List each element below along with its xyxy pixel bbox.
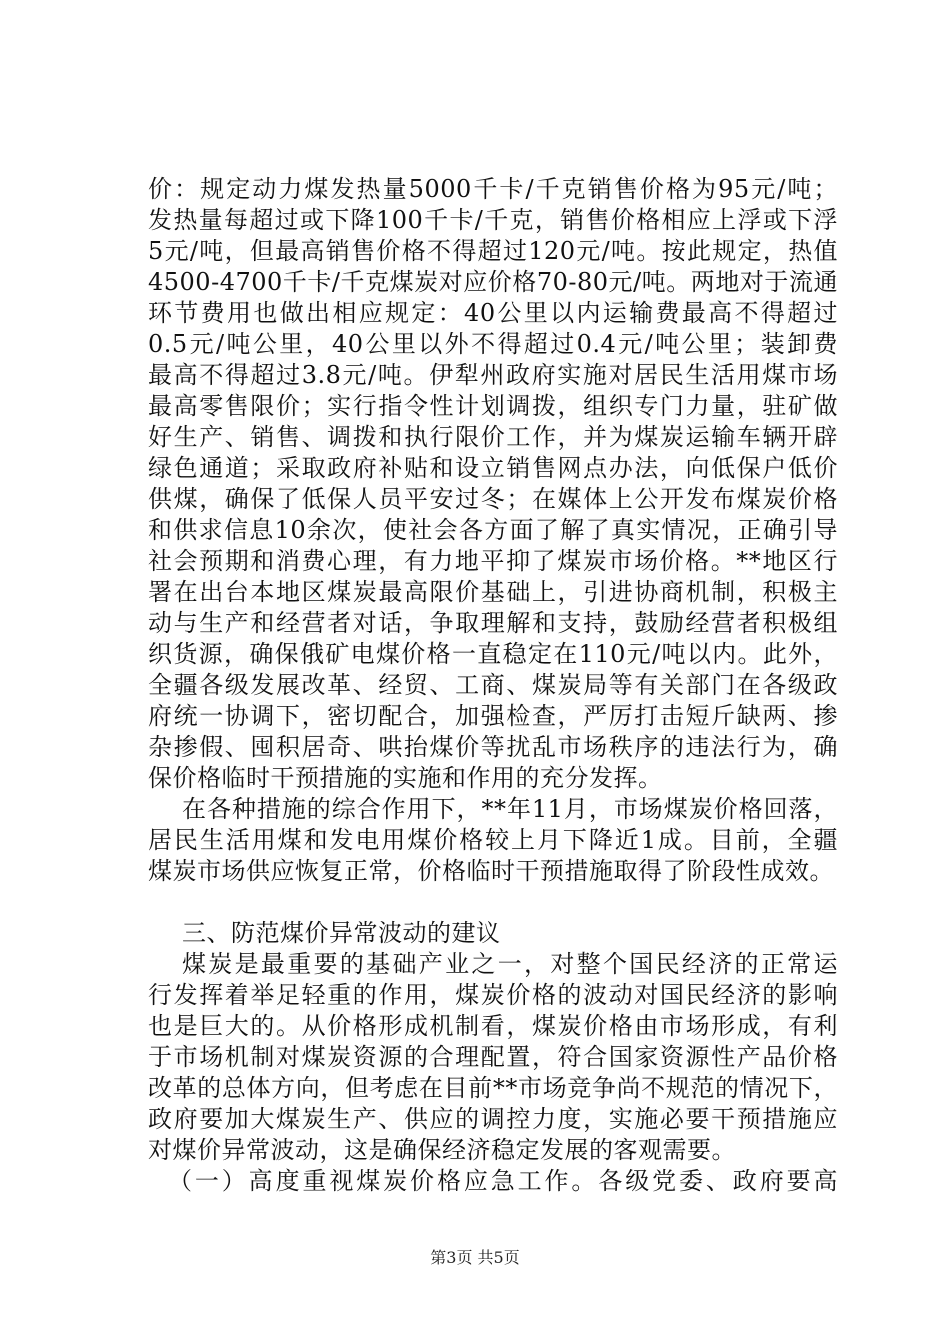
text-line: 环节费用也做出相应规定：40公里以内运输费最高不得超过: [148, 299, 838, 327]
text-line: 杂掺假、囤积居奇、哄抬煤价等扰乱市场秩序的违法行为，确: [148, 733, 838, 761]
text-line: 在各种措施的综合作用下，**年11月，市场煤炭价格回落，: [182, 795, 838, 823]
text-line: 最高零售限价；实行指令性计划调拨，组织专门力量，驻矿做: [148, 392, 838, 420]
text-line: 改革的总体方向，但考虑在目前**市场竞争尚不规范的情况下，: [148, 1074, 838, 1102]
text-line: 最高不得超过3.8元/吨。伊犁州政府实施对居民生活用煤市场: [148, 361, 838, 389]
text-line: 和供求信息10余次，使社会各方面了解了真实情况，正确引导: [148, 516, 838, 544]
text-line: 好生产、销售、调拨和执行限价工作，并为煤炭运输车辆开辟: [148, 423, 838, 451]
text-line: 煤炭市场供应恢复正常，价格临时干预措施取得了阶段性成效。: [148, 857, 834, 885]
text-line: 署在出台本地区煤炭最高限价基础上，引进协商机制，积极主: [148, 578, 838, 606]
paragraph-coal-price-measures: [148, 174, 838, 794]
text-line: 对煤价异常波动，这是确保经济稳定发展的客观需要。: [148, 1136, 736, 1164]
paragraph-suggestion-one: [148, 1166, 838, 1197]
text-line: 5元/吨，但最高销售价格不得超过120元/吨。按此规定，热值: [148, 237, 838, 265]
paragraph-suggestions-intro: [148, 949, 838, 1166]
text-line: 供煤，确保了低保人员平安过冬；在媒体上公开发布煤炭价格: [148, 485, 838, 513]
text-line: 发热量每超过或下降100千卡/千克，销售价格相应上浮或下浮: [148, 206, 838, 234]
text-line: 全疆各级发展改革、经贸、工商、煤炭局等有关部门在各级政: [148, 671, 838, 699]
text-line: 绿色通道；采取政府补贴和设立销售网点办法，向低保户低价: [148, 454, 838, 482]
page-number-footer: 第3页 共5页: [430, 1248, 520, 1267]
document-body: [148, 174, 838, 1197]
text-line: 政府要加大煤炭生产、供应的调控力度，实施必要干预措施应: [148, 1105, 838, 1133]
text-line: （一）高度重视煤炭价格应急工作。各级党委、政府要高: [168, 1167, 838, 1195]
text-line: 价：规定动力煤发热量5000千卡/千克销售价格为95元/吨；: [148, 175, 838, 203]
text-line: 也是巨大的。从价格形成机制看，煤炭价格由市场形成，有利: [148, 1012, 838, 1040]
section-heading: 三、防范煤价异常波动的建议: [182, 919, 501, 947]
text-line: 0.5元/吨公里，40公里以外不得超过0.4元/吨公里；装卸费: [148, 330, 838, 358]
text-line: 保价格临时干预措施的实施和作用的充分发挥。: [148, 764, 663, 792]
text-line: 府统一协调下，密切配合，加强检查，严厉打击短斤缺两、掺: [148, 702, 838, 730]
paragraph-price-results: [148, 794, 838, 887]
paragraph-spacer: [148, 887, 838, 918]
text-line: 动与生产和经营者对话，争取理解和支持，鼓励经营者积极组: [148, 609, 838, 637]
text-line: 于市场机制对煤炭资源的合理配置，符合国家资源性产品价格: [148, 1043, 838, 1071]
text-line: 煤炭是最重要的基础产业之一，对整个国民经济的正常运: [182, 950, 838, 978]
text-line: 织货源，确保俄矿电煤价格一直稳定在110元/吨以内。此外，: [148, 640, 838, 668]
text-line: 行发挥着举足轻重的作用，煤炭价格的波动对国民经济的影响: [148, 981, 838, 1009]
text-line: 居民生活用煤和发电用煤价格较上月下降近1成。目前，全疆: [148, 826, 838, 854]
text-line: 4500-4700千卡/千克煤炭对应价格70-80元/吨。两地对于流通: [148, 268, 838, 296]
text-line: 社会预期和消费心理，有力地平抑了煤炭市场价格。**地区行: [148, 547, 838, 575]
